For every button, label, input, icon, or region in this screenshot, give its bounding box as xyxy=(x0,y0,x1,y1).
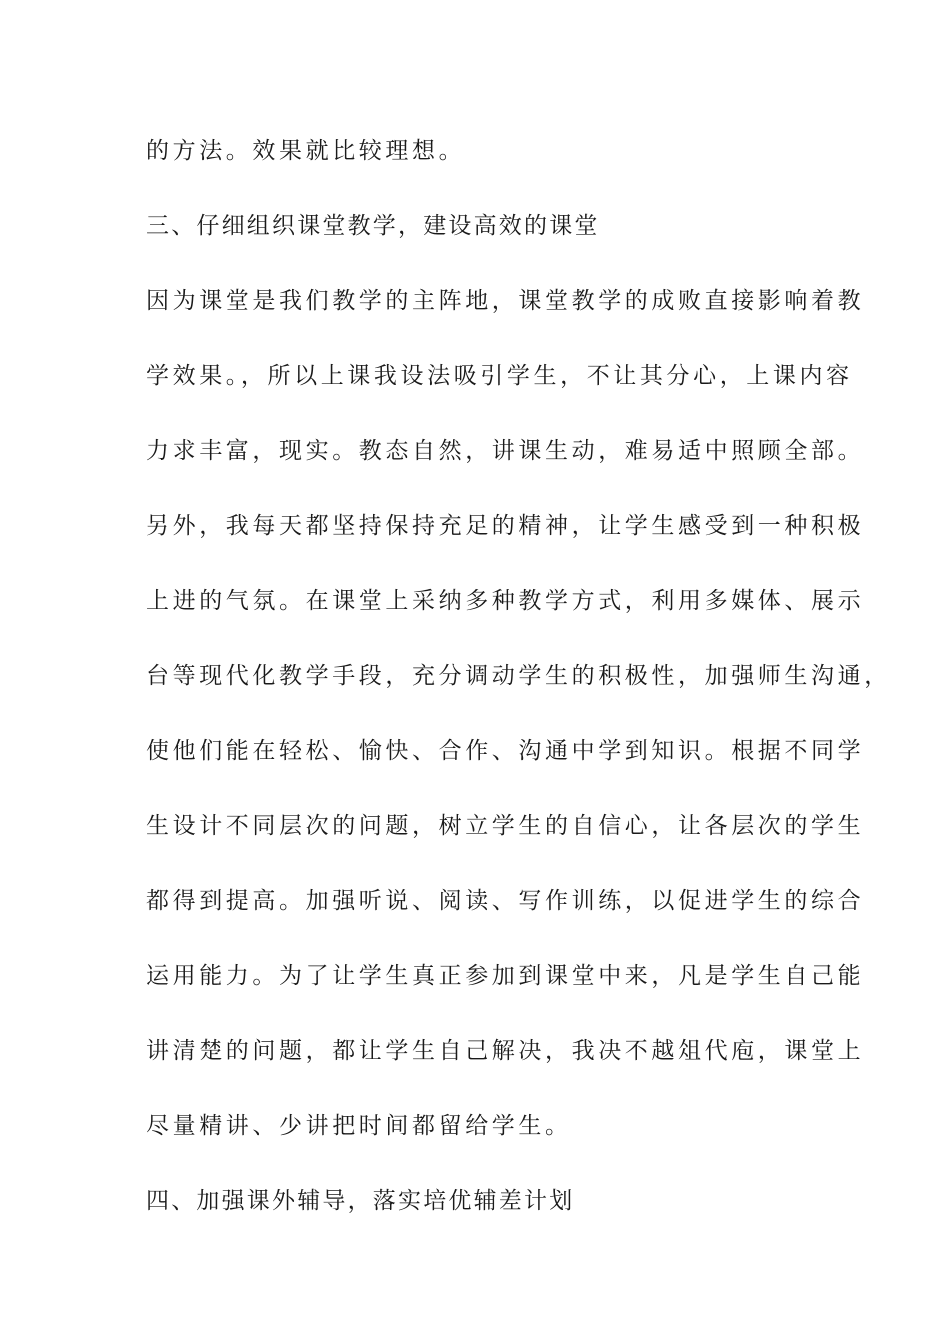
paragraph-line: 因为课堂是我们教学的主阵地，课堂教学的成败直接影响着教 xyxy=(146,288,865,314)
paragraph-line: 学效果。，所以上课我设法吸引学生，不让其分心，上课内容 xyxy=(146,363,853,389)
paragraph-line: 生设计不同层次的问题，树立学生的自信心，让各层次的学生 xyxy=(146,813,865,839)
section-heading-4: 四、加强课外辅导，落实培优辅差计划 xyxy=(146,1188,575,1214)
paragraph-line: 的方法。效果就比较理想。 xyxy=(146,138,466,164)
paragraph-line: 力求丰富，现实。教态自然，讲课生动，难易适中照顾全部。 xyxy=(146,438,865,464)
paragraph-line: 使他们能在轻松、愉快、合作、沟通中学到知识。根据不同学 xyxy=(146,738,865,764)
paragraph-line: 运用能力。为了让学生真正参加到课堂中来，凡是学生自己能 xyxy=(146,963,865,989)
paragraph-line: 尽量精讲、少讲把时间都留给学生。 xyxy=(146,1113,572,1139)
paragraph-line: 都得到提高。加强听说、阅读、写作训练，以促进学生的综合 xyxy=(146,888,865,914)
section-heading-3: 三、仔细组织课堂教学，建设高效的课堂 xyxy=(146,213,600,239)
paragraph-line: 上进的气氛。在课堂上采纳多种教学方式，利用多媒体、展示 xyxy=(146,588,865,614)
paragraph-line: 讲清楚的问题，都让学生自己解决，我决不越俎代庖，课堂上 xyxy=(146,1038,865,1064)
paragraph-line: 台等现代化教学手段，充分调动学生的积极性，加强师生沟通， xyxy=(146,663,891,689)
paragraph-line: 另外，我每天都坚持保持充足的精神，让学生感受到一种积极 xyxy=(146,513,865,539)
